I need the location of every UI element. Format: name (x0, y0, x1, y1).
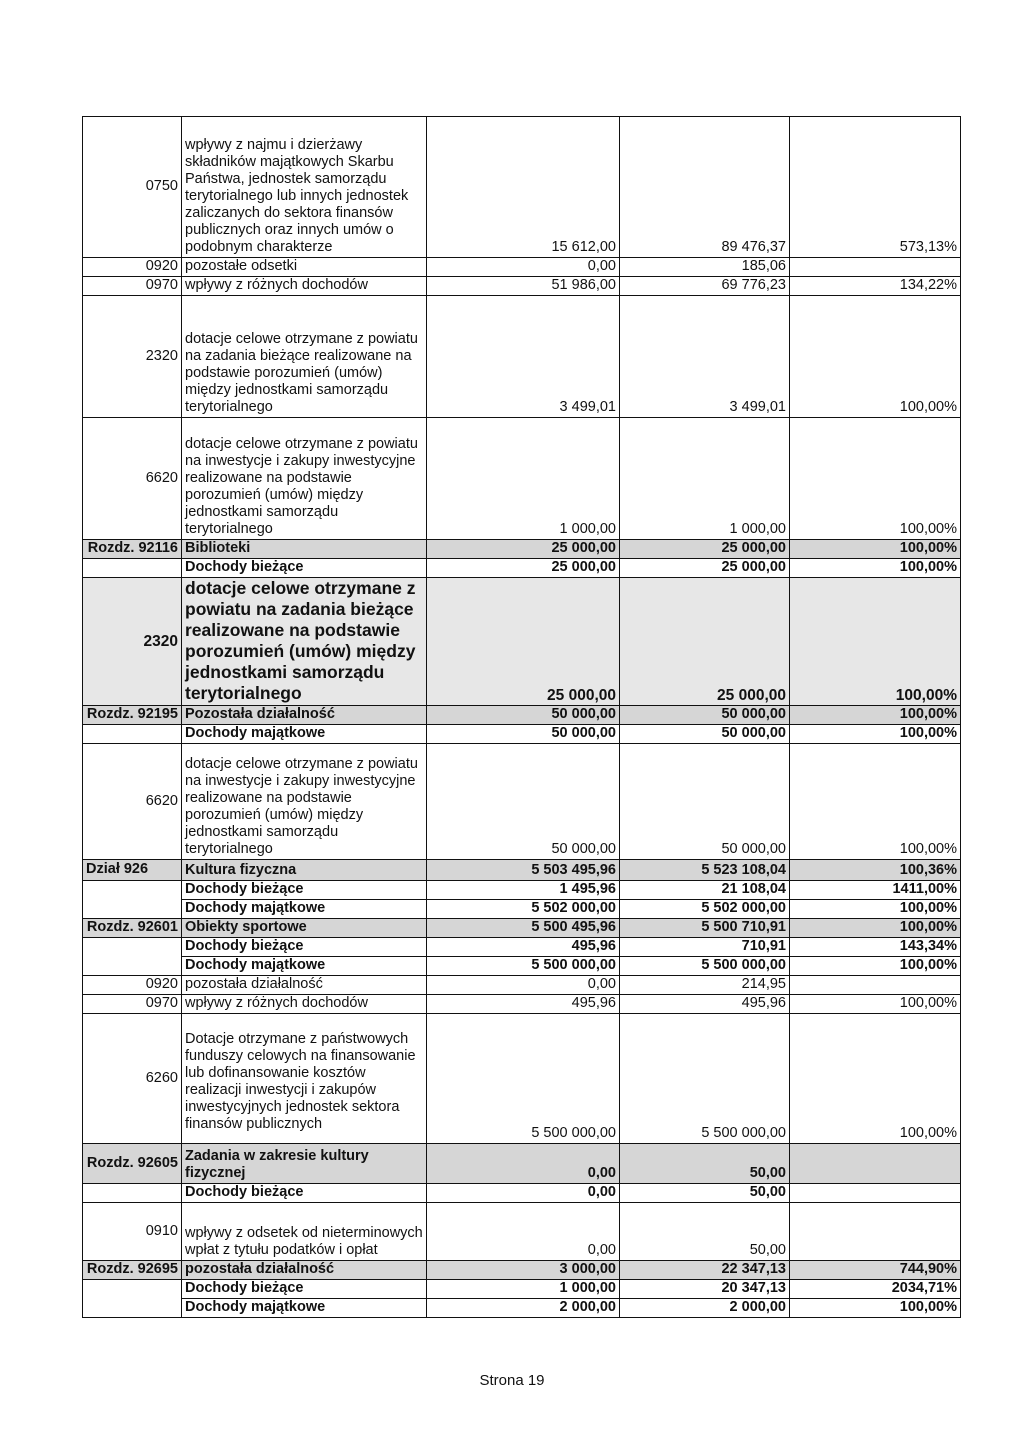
row-code: Rozdz. 92695 (83, 1261, 182, 1280)
row-plan: 0,00 (427, 258, 620, 277)
row-code: Dział 926 (83, 860, 182, 881)
row-description: Dochody bieżące (182, 559, 427, 578)
table-row (83, 117, 961, 258)
row-execution: 5 502 000,00 (620, 900, 790, 919)
row-plan: 1 495,96 (427, 881, 620, 900)
row-execution: 3 499,01 (620, 296, 790, 418)
row-execution: 21 108,04 (620, 881, 790, 900)
row-description: wpływy z odsetek od nieterminowych wpłat z tytułu podatków i opłat (182, 1203, 427, 1261)
row-plan: 15 612,00 (427, 117, 620, 258)
row-execution: 89 476,37 (620, 117, 790, 258)
row-description: pozostałe odsetki (182, 258, 427, 277)
row-code: 6620 (83, 418, 182, 540)
table-row (83, 938, 961, 957)
row-description: dotacje celowe otrzymane z powiatu na zadania bieżące realizowane na podstawie porozumień (umów) między jednostkami samorządu terytorialnego (182, 296, 427, 418)
table-row (83, 881, 961, 900)
row-plan: 3 000,00 (427, 1261, 620, 1280)
row-percent (790, 1184, 961, 1203)
row-execution: 5 500 000,00 (620, 1014, 790, 1144)
row-percent: 744,90% (790, 1261, 961, 1280)
table-row (83, 900, 961, 919)
row-description: Biblioteki (182, 540, 427, 559)
row-percent: 100,36% (790, 860, 961, 881)
table-row (83, 1144, 961, 1184)
row-percent: 134,22% (790, 277, 961, 296)
table-row (83, 1184, 961, 1203)
row-description: Dochody majątkowe (182, 725, 427, 744)
row-plan: 25 000,00 (427, 578, 620, 706)
row-percent (790, 1203, 961, 1261)
row-code: 0750 (83, 117, 182, 258)
row-percent (790, 1144, 961, 1184)
table-row (83, 860, 961, 881)
row-percent: 100,00% (790, 725, 961, 744)
row-execution: 25 000,00 (620, 559, 790, 578)
row-code: 0970 (83, 995, 182, 1014)
row-code (83, 1280, 182, 1299)
table-row (83, 957, 961, 976)
table-row (83, 1203, 961, 1261)
row-percent: 100,00% (790, 957, 961, 976)
row-execution: 5 500 000,00 (620, 957, 790, 976)
row-percent: 1411,00% (790, 881, 961, 900)
row-plan: 1 000,00 (427, 1280, 620, 1299)
row-code: Rozdz. 92601 (83, 919, 182, 938)
row-description: dotacje celowe otrzymane z powiatu na inwestycje i zakupy inwestycyjne realizowane na podstawie porozumień (umów) między jednostkami samorządu terytorialnego (182, 744, 427, 860)
row-execution: 2 000,00 (620, 1299, 790, 1318)
table-row (83, 995, 961, 1014)
budget-table (82, 116, 961, 1318)
row-execution: 185,06 (620, 258, 790, 277)
row-code: 2320 (83, 296, 182, 418)
table-row (83, 258, 961, 277)
table-row (83, 578, 961, 706)
row-description: Kultura fizyczna (182, 860, 427, 881)
row-code (83, 900, 182, 919)
row-plan: 50 000,00 (427, 744, 620, 860)
row-execution: 50 000,00 (620, 706, 790, 725)
row-description: Dochody bieżące (182, 1280, 427, 1299)
row-code: 0910 (83, 1203, 182, 1261)
row-percent: 100,00% (790, 919, 961, 938)
table-row (83, 1299, 961, 1318)
row-percent: 100,00% (790, 744, 961, 860)
table-row (83, 1014, 961, 1144)
row-description: Dochody bieżące (182, 881, 427, 900)
row-plan: 0,00 (427, 1144, 620, 1184)
row-description: pozostała działalność (182, 1261, 427, 1280)
row-code: 0920 (83, 258, 182, 277)
row-percent: 100,00% (790, 706, 961, 725)
row-percent: 100,00% (790, 1014, 961, 1144)
row-description: Dochody bieżące (182, 1184, 427, 1203)
row-plan: 50 000,00 (427, 706, 620, 725)
row-code: Rozdz. 92195 (83, 706, 182, 725)
row-plan: 495,96 (427, 938, 620, 957)
row-execution: 50 000,00 (620, 744, 790, 860)
row-percent (790, 976, 961, 995)
row-execution: 5 523 108,04 (620, 860, 790, 881)
row-execution: 69 776,23 (620, 277, 790, 296)
row-percent: 100,00% (790, 559, 961, 578)
table-row (83, 540, 961, 559)
row-plan: 5 503 495,96 (427, 860, 620, 881)
row-description: dotacje celowe otrzymane z powiatu na zadania bieżące realizowane na podstawie porozumień (umów) między jednostkami samorządu terytorialnego (182, 578, 427, 706)
row-code: Rozdz. 92116 (83, 540, 182, 559)
row-percent: 100,00% (790, 1299, 961, 1318)
row-description: wpływy z różnych dochodów (182, 277, 427, 296)
row-plan: 51 986,00 (427, 277, 620, 296)
row-percent: 100,00% (790, 418, 961, 540)
row-code: 0920 (83, 976, 182, 995)
row-percent: 573,13% (790, 117, 961, 258)
row-plan: 0,00 (427, 976, 620, 995)
row-plan: 0,00 (427, 1203, 620, 1261)
row-execution: 50,00 (620, 1144, 790, 1184)
row-plan: 5 500 000,00 (427, 957, 620, 976)
row-plan: 2 000,00 (427, 1299, 620, 1318)
row-percent (790, 258, 961, 277)
page-number: Strona 19 (479, 1372, 545, 1389)
row-plan: 50 000,00 (427, 725, 620, 744)
row-plan: 3 499,01 (427, 296, 620, 418)
row-plan: 495,96 (427, 995, 620, 1014)
table-row (83, 296, 961, 418)
table-row (83, 919, 961, 938)
row-code (83, 881, 182, 900)
table-row (83, 1280, 961, 1299)
row-description: Dochody majątkowe (182, 900, 427, 919)
row-plan: 5 502 000,00 (427, 900, 620, 919)
row-plan: 5 500 495,96 (427, 919, 620, 938)
row-description: Dotacje otrzymane z państwowych funduszy celowych na finansowanie lub dofinansowanie kosztów realizacji inwestycji i zakupów inwestycyjnych jednostek sektora finansów publicznych (182, 1014, 427, 1144)
row-percent: 100,00% (790, 578, 961, 706)
row-execution: 50,00 (620, 1184, 790, 1203)
row-code: 6260 (83, 1014, 182, 1144)
row-plan: 5 500 000,00 (427, 1014, 620, 1144)
row-description: Dochody bieżące (182, 938, 427, 957)
table-row (83, 277, 961, 296)
row-execution: 22 347,13 (620, 1261, 790, 1280)
row-execution: 1 000,00 (620, 418, 790, 540)
table-row (83, 559, 961, 578)
row-percent: 100,00% (790, 995, 961, 1014)
row-code (83, 725, 182, 744)
row-percent: 100,00% (790, 296, 961, 418)
table-row (83, 744, 961, 860)
row-plan: 0,00 (427, 1184, 620, 1203)
row-execution: 20 347,13 (620, 1280, 790, 1299)
row-code: 2320 (83, 578, 182, 706)
row-description: wpływy z różnych dochodów (182, 995, 427, 1014)
row-percent: 143,34% (790, 938, 961, 957)
row-execution: 25 000,00 (620, 540, 790, 559)
row-percent: 100,00% (790, 900, 961, 919)
row-plan: 25 000,00 (427, 559, 620, 578)
row-description: dotacje celowe otrzymane z powiatu na inwestycje i zakupy inwestycyjne realizowane na podstawie porozumień (umów) między jednostkami samorządu terytorialnego (182, 418, 427, 540)
row-code (83, 1299, 182, 1318)
table-row (83, 418, 961, 540)
row-description: Dochody majątkowe (182, 957, 427, 976)
row-code (83, 559, 182, 578)
row-code (83, 957, 182, 976)
row-execution: 214,95 (620, 976, 790, 995)
row-percent: 2034,71% (790, 1280, 961, 1299)
row-description: Pozostała działalność (182, 706, 427, 725)
row-percent: 100,00% (790, 540, 961, 559)
row-code: Rozdz. 92605 (83, 1144, 182, 1184)
row-code: 6620 (83, 744, 182, 860)
table-row (83, 725, 961, 744)
row-description: pozostała działalność (182, 976, 427, 995)
row-execution: 5 500 710,91 (620, 919, 790, 938)
row-code: 0970 (83, 277, 182, 296)
table-row (83, 1261, 961, 1280)
table-row (83, 706, 961, 725)
row-plan: 1 000,00 (427, 418, 620, 540)
table-row (83, 976, 961, 995)
row-description: Zadania w zakresie kultury fizycznej (182, 1144, 427, 1184)
row-plan: 25 000,00 (427, 540, 620, 559)
row-execution: 25 000,00 (620, 578, 790, 706)
row-execution: 50 000,00 (620, 725, 790, 744)
row-description: Dochody majątkowe (182, 1299, 427, 1318)
row-execution: 50,00 (620, 1203, 790, 1261)
row-description: wpływy z najmu i dzierżawy składników majątkowych Skarbu Państwa, jednostek samorządu terytorialnego lub innych jednostek zaliczanych do sektora finansów publicznych oraz innych umów o podobnym charakterze (182, 117, 427, 258)
row-code (83, 1184, 182, 1203)
row-description: Obiekty sportowe (182, 919, 427, 938)
row-execution: 710,91 (620, 938, 790, 957)
row-code (83, 938, 182, 957)
row-execution: 495,96 (620, 995, 790, 1014)
